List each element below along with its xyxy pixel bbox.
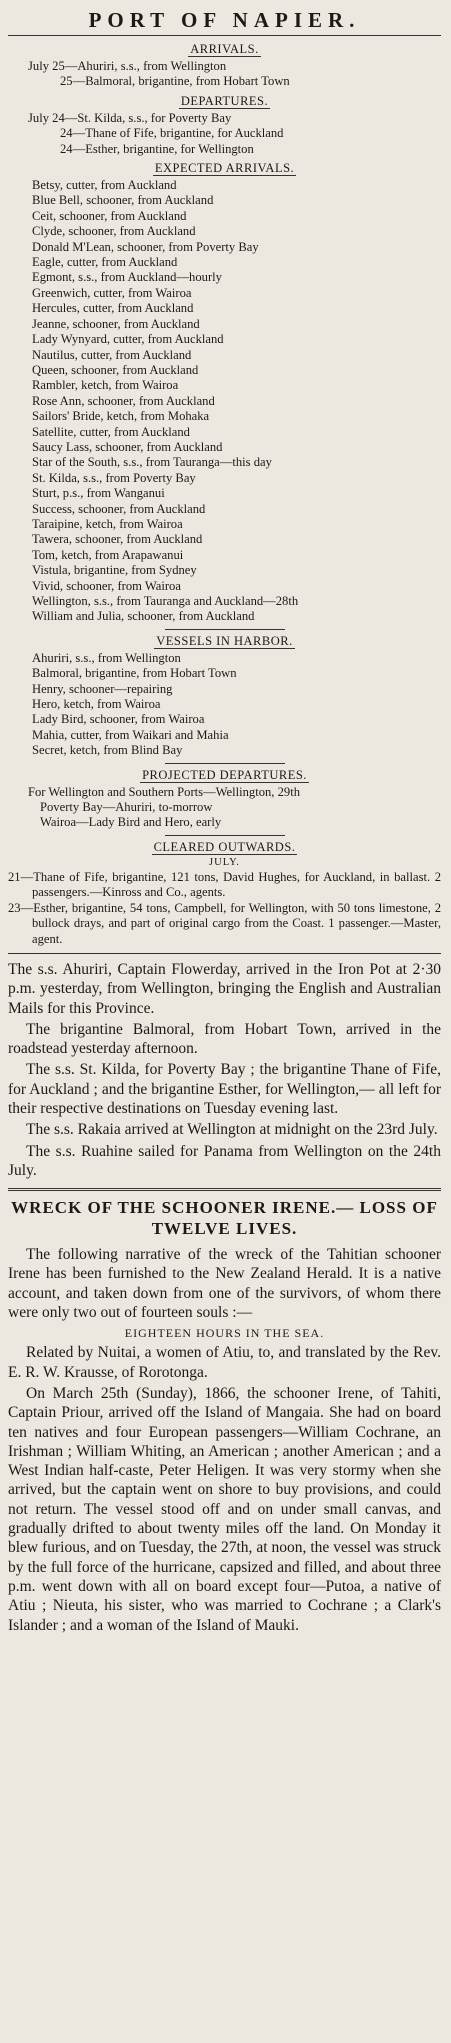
list-item: Ceit, schooner, from Auckland [32,208,187,223]
list-item: St. Kilda, s.s., from Poverty Bay [32,470,196,485]
news-paragraph: The s.s. Ruahine sailed for Panama from Wellington on the 24th July. [8,1142,441,1179]
list-item: Ahuriri, s.s., from Wellington [32,650,181,665]
list-item: Saucy Lass, schooner, from Auckland [32,439,223,454]
list-item: Henry, schooner—repairing [32,681,173,696]
list-item: Tom, ketch, from Arapawanui [32,547,184,562]
projected-line: Wairoa—Lady Bird and Hero, early [40,815,222,830]
list-item: William and Julia, schooner, from Auckland [32,609,255,624]
masthead: PORT OF NAPIER. [8,4,441,36]
list-item: Greenwich, cutter, from Wairoa [32,285,192,300]
article-intro: The following narrative of the wreck of the Tahitian schooner Irene has been furnished to the New Zealand Herald. It is a native account, and taken down from one of the survivors, of whom there were only two out of fourteen souls :— [8,1246,441,1322]
list-item: Balmoral, brigantine, from Hobart Town [32,666,237,681]
cleared-entry: 21—Thane of Fife, brigantine, 121 tons, David Hughes, for Auckland, in ballast. 2 passengers.—Kinross and Co., agents. [8,869,441,900]
cleared-month: JULY. [209,856,240,868]
list-item: Rose Ann, schooner, from Auckland [32,393,215,408]
list-item: Egmont, s.s., from Auckland—hourly [32,270,222,285]
list-item: Vistula, brigantine, from Sydney [32,563,197,578]
list-item: Blue Bell, schooner, from Auckland [32,193,214,208]
harbor-heading: VESSELS IN HARBOR. [156,633,293,648]
list-item: Hero, ketch, from Wairoa [32,697,161,712]
cleared-entry: 23—Esther, brigantine, 54 tons, Campbell, for Wellington, with 50 tons limestone, 2 bullock drays, and part of original cargo from the Coast. 1 passenger.—Master, agent. [8,900,441,946]
arrivals-heading: ARRIVALS. [190,42,259,56]
divider [165,629,285,630]
departure-line: July 24—St. Kilda, s.s., for Poverty Bay [28,110,232,125]
list-item: Clyde, schooner, from Auckland [32,224,196,239]
projected-line: Poverty Bay—Ahuriri, to-morrow [40,800,213,815]
divider [8,953,441,954]
list-item: Taraipine, ketch, from Wairoa [32,516,183,531]
news-paragraph: The s.s. St. Kilda, for Poverty Bay ; the brigantine Thane of Fife, for Auckland ; and the brigantine Esther, for Wellington,— all left for their respective destinations on Tuesday evening last. [8,1061,441,1117]
article-headline: WRECK OF THE SCHOONER IRENE.— LOSS OF TWELVE LIVES. [11,1198,438,1239]
divider [8,1188,441,1191]
departure-line: 24—Thane of Fife, brigantine, for Auckland [60,126,284,141]
article-credit: Related by Nuitai, a women of Atiu, to, and translated by the Rev. E. R. W. Krausse, of Rorotonga. [8,1344,441,1381]
list-item: Rambler, ketch, from Wairoa [32,378,179,393]
list-item: Donald M'Lean, schooner, from Poverty Bay [32,239,259,254]
arrival-line: 25—Balmoral, brigantine, from Hobart Town [60,74,290,89]
divider [165,763,285,764]
list-item: Success, schooner, from Auckland [32,501,206,516]
divider [165,835,285,836]
projected-heading: PROJECTED DEPARTURES. [142,767,307,782]
article-subheading: EIGHTEEN HOURS IN THE SEA. [124,1326,325,1341]
list-item: Vivid, schooner, from Wairoa [32,578,181,593]
list-item: Nautilus, cutter, from Auckland [32,347,192,362]
list-item: Eagle, cutter, from Auckland [32,255,178,270]
list-item: Star of the South, s.s., from Tauranga—this day [32,455,272,470]
list-item: Satellite, cutter, from Auckland [32,424,190,439]
list-item: Hercules, cutter, from Auckland [32,301,194,316]
list-item: Sailors' Bride, ketch, from Mohaka [32,409,210,424]
news-paragraph: The s.s. Ahuriri, Captain Flowerday, arrived in the Iron Pot at 2·30 p.m. yesterday, from Wellington, bringing the English and Australian Mails for this Province. [8,960,441,1017]
projected-line: For Wellington and Southern Ports—Wellington, 29th [28,784,300,799]
list-item: Betsy, cutter, from Auckland [32,178,177,193]
list-item: Wellington, s.s., from Tauranga and Auckland—28th [32,594,299,608]
list-item: Mahia, cutter, from Waikari and Mahia [32,727,229,742]
expected-list [8,178,441,625]
list-item: Lady Bird, schooner, from Wairoa [32,712,205,727]
expected-heading: EXPECTED ARRIVALS. [154,161,295,176]
departure-line: 24—Esther, brigantine, for Wellington [60,141,254,156]
news-paragraph: The s.s. Rakaia arrived at Wellington at midnight on the 23rd July. [26,1121,438,1139]
list-item: Queen, schooner, from Auckland [32,362,199,377]
article-body: On March 25th (Sunday), 1866, the schooner Irene, of Tahiti, Captain Priour, arrived off the Island of Mangaia. She had on board ten natives and four European passengers—William Cochrane, an Irishman ; William Whiting, an American ; another American ; and a West Indian half-caste, Peter Heligen. It was very stormy when she arrived, but the captain went on shore to buy provisions, and could not return. The vessel stood off and on under small canvas, and gradually drifted to about twenty miles off the land. On Monday it blew furious, and on Tuesday, the 27th, at noon, the vessel was struck by the full force of the hurricane, capsized and filled, and about three p.m. went down with all on board except four—Putoa, a native of Atiu ; Nieuta, his sister, who was married to Cochrane ; a Clark's Islander ; and a woman of the Island of Mauki. [8,1384,441,1634]
list-item: Sturt, p.s., from Wanganui [32,486,165,501]
departures-heading: DEPARTURES. [180,93,269,108]
cleared-heading: CLEARED OUTWARDS. [153,839,296,854]
arrival-line: July 25—Ahuriri, s.s., from Wellington [28,59,227,73]
list-item: Secret, ketch, from Blind Bay [32,743,183,758]
list-item: Lady Wynyard, cutter, from Auckland [32,332,224,347]
list-item: Jeanne, schooner, from Auckland [32,316,200,331]
harbor-list [8,651,441,759]
news-paragraph: The brigantine Balmoral, from Hobart Town, arrived in the roadstead yesterday afternoon. [8,1020,441,1058]
list-item: Tawera, schooner, from Auckland [32,532,203,547]
